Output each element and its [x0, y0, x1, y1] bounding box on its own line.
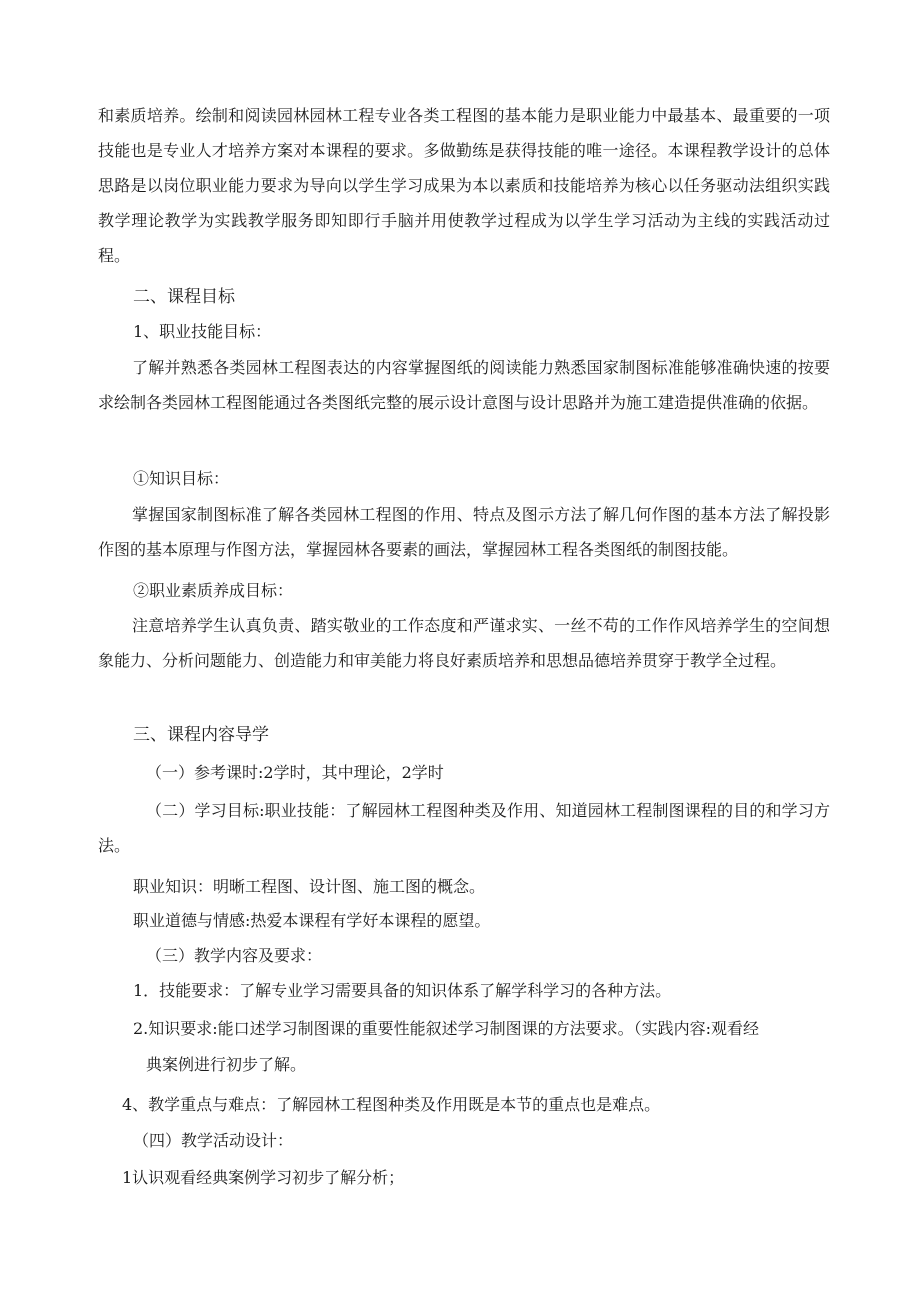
knowledge-requirement-line: 2.知识要求:能口述学习制图课的重要性能叙述学习制图课的方法要求。（实践内容:观看经 [133, 1019, 760, 1038]
professional-knowledge-line: 职业知识：明晰工程图、设计图、施工图的概念。 [133, 877, 486, 896]
content-requirements-heading: （三）教学内容及要求： [146, 946, 323, 965]
intro-paragraph: 和素质培养。绘制和阅读园林园林工程专业各类工程图的基本能力是职业能力中最基本、最重要的一项技能也是专业人才培养方案对本课程的要求。多做勤练是获得技能的唯一途径。本课程教学设计的总体思路是以岗位职业能力要求为导向以学生学习成果为本以素质和技能培养为核心以任务驱动法组织实践教学理论教学为实践教学服务即知即行手脑并用使教学过程成为以学生学习活动为主线的实践活动过程。 [98, 106, 830, 265]
activity-item-1: 1认识观看经典案例学习初步了解分析； [122, 1168, 405, 1187]
quality-goal-paragraph: 注意培养学生认真负责、踏实敬业的工作态度和严谨求实、一丝不苟的工作作风培养学生的空间想象能力、分析问题能力、创造能力和审美能力将良好素质培养和思想品德培养贯穿于教学全过程。 [98, 616, 830, 670]
subheading-quality-goal: ②职业素质养成目标： [133, 581, 294, 600]
section-heading-content-guide: 三、课程内容导学 [133, 725, 269, 745]
study-goal-paragraph: （二）学习目标:职业技能：了解园林工程图种类及作用、知道园林工程制图课程的目的和学习方法。 [98, 801, 830, 855]
subheading-knowledge-goal: ①知识目标： [133, 469, 230, 488]
section-heading-course-goals: 二、课程目标 [133, 287, 235, 307]
skill-goal-paragraph: 了解并熟悉各类园林工程图表达的内容掌握图纸的阅读能力熟悉国家制图标准能够准确快速的按要求绘制各类园林工程图能通过各类图纸完整的展示设计意图与设计思路并为施工建造提供准确的依据。 [98, 358, 830, 412]
skill-requirement-line: 1．技能要求：了解专业学习需要具备的知识体系了解学科学习的各种方法。 [133, 981, 672, 1000]
reference-hours-line: （一）参考课时:2学时，其中理论，2学时 [146, 763, 444, 782]
activity-design-heading: （四）教学活动设计： [133, 1131, 294, 1150]
knowledge-goal-paragraph: 掌握国家制图标准了解各类园林工程图的作用、特点及图示方法了解几何作图的基本方法了解投影作图的基本原理与作图方法，掌握园林各要素的画法，掌握园林工程各类图纸的制图技能。 [98, 505, 830, 559]
subheading-skill-goal: 1、职业技能目标： [133, 322, 272, 341]
key-difficult-points-line: 4、教学重点与难点：了解园林工程图种类及作用既是本节的重点也是难点。 [122, 1095, 661, 1114]
knowledge-requirement-continued: 典案例进行初步了解。 [146, 1055, 307, 1074]
professional-ethics-line: 职业道德与情感:热爱本课程有学好本课程的愿望。 [133, 911, 491, 930]
